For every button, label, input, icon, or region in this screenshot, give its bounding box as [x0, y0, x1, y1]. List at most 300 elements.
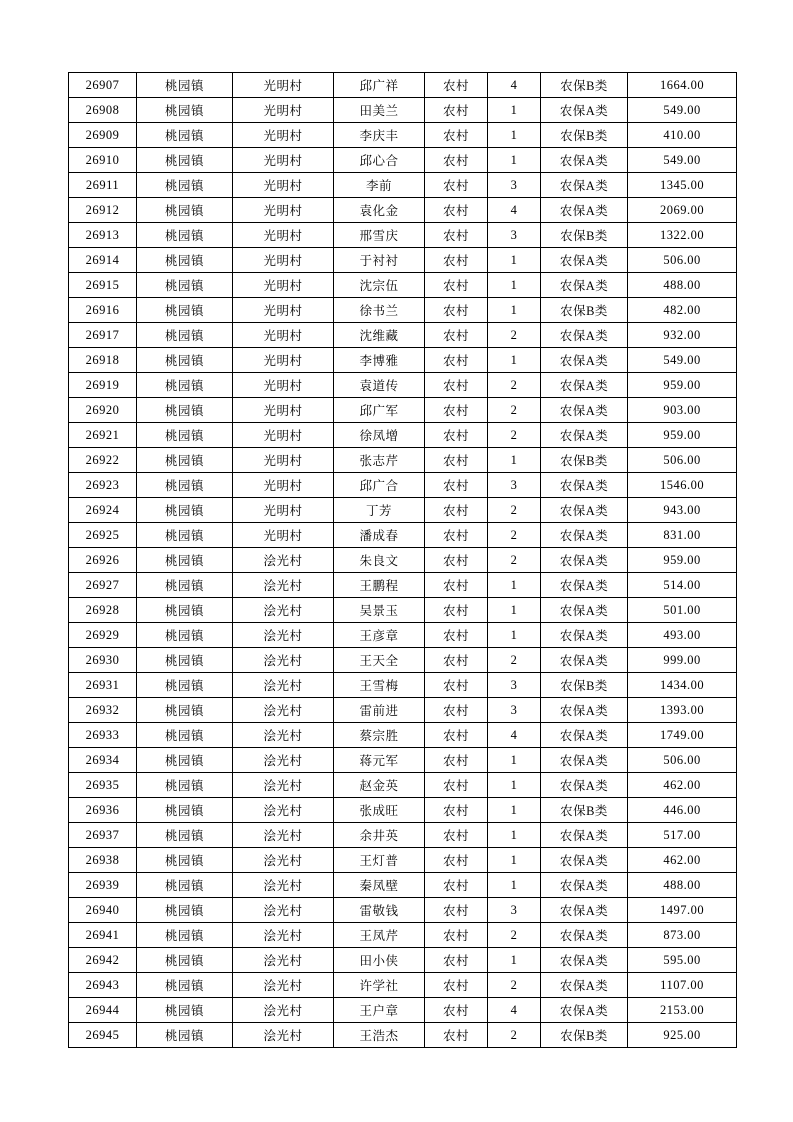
cell-name: 沈维藏: [334, 323, 425, 348]
cell-town: 桃园镇: [137, 273, 233, 298]
cell-amount: 959.00: [628, 423, 737, 448]
cell-name: 王浩杰: [334, 1023, 425, 1048]
cell-count: 2: [488, 648, 541, 673]
cell-type: 农村: [425, 773, 488, 798]
cell-count: 2: [488, 523, 541, 548]
cell-type: 农村: [425, 273, 488, 298]
cell-type: 农村: [425, 723, 488, 748]
cell-name: 邢雪庆: [334, 223, 425, 248]
cell-count: 1: [488, 348, 541, 373]
cell-amount: 549.00: [628, 348, 737, 373]
cell-name: 徐书兰: [334, 298, 425, 323]
cell-amount: 549.00: [628, 148, 737, 173]
table-row: [69, 973, 737, 998]
cell-village: 光明村: [233, 98, 334, 123]
cell-type: 农村: [425, 923, 488, 948]
cell-count: 1: [488, 798, 541, 823]
cell-insurance: 农保A类: [541, 398, 628, 423]
cell-insurance: 农保B类: [541, 123, 628, 148]
cell-village: 浍光村: [233, 948, 334, 973]
table-row: [69, 673, 737, 698]
cell-name: 邱广合: [334, 473, 425, 498]
cell-insurance: 农保A类: [541, 248, 628, 273]
cell-insurance: 农保B类: [541, 298, 628, 323]
cell-name: 王户章: [334, 998, 425, 1023]
cell-name: 袁化金: [334, 198, 425, 223]
table-body: [69, 73, 737, 1048]
cell-count: 2: [488, 973, 541, 998]
cell-amount: 506.00: [628, 748, 737, 773]
cell-village: 光明村: [233, 448, 334, 473]
cell-town: 桃园镇: [137, 898, 233, 923]
cell-name: 邱广祥: [334, 73, 425, 98]
cell-village: 光明村: [233, 148, 334, 173]
cell-type: 农村: [425, 348, 488, 373]
table-row: [69, 273, 737, 298]
table-row: [69, 98, 737, 123]
cell-town: 桃园镇: [137, 648, 233, 673]
table-row: [69, 198, 737, 223]
cell-insurance: 农保A类: [541, 573, 628, 598]
cell-type: 农村: [425, 173, 488, 198]
cell-count: 1: [488, 873, 541, 898]
cell-type: 农村: [425, 598, 488, 623]
cell-amount: 1434.00: [628, 673, 737, 698]
cell-count: 1: [488, 948, 541, 973]
cell-name: 余井英: [334, 823, 425, 848]
cell-town: 桃园镇: [137, 298, 233, 323]
cell-count: 3: [488, 223, 541, 248]
cell-village: 光明村: [233, 398, 334, 423]
cell-village: 光明村: [233, 273, 334, 298]
cell-id: 26933: [69, 723, 137, 748]
cell-town: 桃园镇: [137, 973, 233, 998]
table-row: [69, 123, 737, 148]
cell-amount: 1107.00: [628, 973, 737, 998]
cell-amount: 1664.00: [628, 73, 737, 98]
cell-amount: 517.00: [628, 823, 737, 848]
cell-name: 王灯普: [334, 848, 425, 873]
cell-town: 桃园镇: [137, 323, 233, 348]
cell-type: 农村: [425, 873, 488, 898]
cell-count: 3: [488, 173, 541, 198]
table-row: [69, 948, 737, 973]
cell-insurance: 农保A类: [541, 948, 628, 973]
cell-amount: 999.00: [628, 648, 737, 673]
cell-count: 3: [488, 698, 541, 723]
cell-town: 桃园镇: [137, 798, 233, 823]
cell-town: 桃园镇: [137, 548, 233, 573]
cell-id: 26942: [69, 948, 137, 973]
cell-town: 桃园镇: [137, 473, 233, 498]
cell-count: 4: [488, 73, 541, 98]
cell-id: 26920: [69, 398, 137, 423]
cell-amount: 925.00: [628, 1023, 737, 1048]
cell-count: 2: [488, 398, 541, 423]
cell-type: 农村: [425, 498, 488, 523]
cell-id: 26916: [69, 298, 137, 323]
cell-insurance: 农保A类: [541, 548, 628, 573]
cell-village: 浍光村: [233, 1023, 334, 1048]
cell-insurance: 农保A类: [541, 523, 628, 548]
cell-amount: 2153.00: [628, 998, 737, 1023]
cell-town: 桃园镇: [137, 223, 233, 248]
cell-name: 王彦章: [334, 623, 425, 648]
cell-name: 田美兰: [334, 98, 425, 123]
cell-type: 农村: [425, 123, 488, 148]
cell-amount: 410.00: [628, 123, 737, 148]
cell-amount: 831.00: [628, 523, 737, 548]
cell-count: 1: [488, 298, 541, 323]
cell-name: 雷前进: [334, 698, 425, 723]
table-row: [69, 698, 737, 723]
cell-amount: 488.00: [628, 873, 737, 898]
cell-id: 26944: [69, 998, 137, 1023]
cell-count: 1: [488, 123, 541, 148]
cell-village: 浍光村: [233, 548, 334, 573]
table-row: [69, 223, 737, 248]
table-row: [69, 898, 737, 923]
cell-amount: 514.00: [628, 573, 737, 598]
table-row: [69, 798, 737, 823]
cell-village: 浍光村: [233, 748, 334, 773]
cell-village: 光明村: [233, 223, 334, 248]
table-row: [69, 173, 737, 198]
cell-village: 浍光村: [233, 573, 334, 598]
table-row: [69, 573, 737, 598]
cell-village: 浍光村: [233, 973, 334, 998]
cell-count: 3: [488, 473, 541, 498]
table-row: [69, 323, 737, 348]
cell-town: 桃园镇: [137, 998, 233, 1023]
cell-name: 许学社: [334, 973, 425, 998]
table-row: [69, 248, 737, 273]
cell-name: 丁芳: [334, 498, 425, 523]
cell-name: 沈宗伍: [334, 273, 425, 298]
cell-type: 农村: [425, 998, 488, 1023]
cell-name: 李庆丰: [334, 123, 425, 148]
cell-count: 2: [488, 923, 541, 948]
cell-id: 26941: [69, 923, 137, 948]
cell-id: 26915: [69, 273, 137, 298]
table-row: [69, 148, 737, 173]
cell-town: 桃园镇: [137, 398, 233, 423]
cell-name: 赵金英: [334, 773, 425, 798]
cell-id: 26927: [69, 573, 137, 598]
cell-amount: 462.00: [628, 848, 737, 873]
cell-count: 2: [488, 1023, 541, 1048]
cell-id: 26939: [69, 873, 137, 898]
cell-count: 1: [488, 98, 541, 123]
cell-name: 潘成春: [334, 523, 425, 548]
cell-count: 1: [488, 273, 541, 298]
cell-town: 桃园镇: [137, 173, 233, 198]
cell-count: 2: [488, 548, 541, 573]
cell-amount: 482.00: [628, 298, 737, 323]
cell-type: 农村: [425, 973, 488, 998]
table-row: [69, 498, 737, 523]
cell-town: 桃园镇: [137, 498, 233, 523]
cell-type: 农村: [425, 298, 488, 323]
cell-id: 26923: [69, 473, 137, 498]
cell-insurance: 农保A类: [541, 598, 628, 623]
table-row: [69, 873, 737, 898]
cell-town: 桃园镇: [137, 448, 233, 473]
cell-insurance: 农保A类: [541, 723, 628, 748]
cell-type: 农村: [425, 398, 488, 423]
cell-count: 1: [488, 773, 541, 798]
cell-type: 农村: [425, 1023, 488, 1048]
cell-town: 桃园镇: [137, 198, 233, 223]
cell-village: 浍光村: [233, 873, 334, 898]
cell-insurance: 农保B类: [541, 223, 628, 248]
cell-type: 农村: [425, 798, 488, 823]
cell-town: 桃园镇: [137, 698, 233, 723]
cell-insurance: 农保B类: [541, 1023, 628, 1048]
cell-name: 李前: [334, 173, 425, 198]
cell-type: 农村: [425, 223, 488, 248]
cell-town: 桃园镇: [137, 123, 233, 148]
cell-id: 26918: [69, 348, 137, 373]
cell-village: 浍光村: [233, 698, 334, 723]
cell-insurance: 农保A类: [541, 923, 628, 948]
cell-type: 农村: [425, 898, 488, 923]
cell-type: 农村: [425, 448, 488, 473]
cell-village: 浍光村: [233, 773, 334, 798]
cell-name: 王鹏程: [334, 573, 425, 598]
cell-id: 26908: [69, 98, 137, 123]
cell-village: 光明村: [233, 173, 334, 198]
cell-count: 4: [488, 998, 541, 1023]
cell-town: 桃园镇: [137, 948, 233, 973]
table-row: [69, 848, 737, 873]
cell-name: 王雪梅: [334, 673, 425, 698]
cell-name: 朱良文: [334, 548, 425, 573]
cell-name: 徐凤增: [334, 423, 425, 448]
table-row: [69, 73, 737, 98]
cell-insurance: 农保A类: [541, 698, 628, 723]
cell-id: 26945: [69, 1023, 137, 1048]
cell-amount: 2069.00: [628, 198, 737, 223]
cell-count: 2: [488, 323, 541, 348]
table-row: [69, 473, 737, 498]
cell-insurance: 农保A类: [541, 148, 628, 173]
cell-town: 桃园镇: [137, 73, 233, 98]
cell-amount: 932.00: [628, 323, 737, 348]
cell-count: 3: [488, 673, 541, 698]
cell-town: 桃园镇: [137, 923, 233, 948]
cell-id: 26931: [69, 673, 137, 698]
cell-amount: 506.00: [628, 448, 737, 473]
cell-id: 26921: [69, 423, 137, 448]
cell-count: 2: [488, 373, 541, 398]
cell-insurance: 农保A类: [541, 623, 628, 648]
cell-insurance: 农保A类: [541, 873, 628, 898]
table-row: [69, 598, 737, 623]
cell-insurance: 农保A类: [541, 98, 628, 123]
cell-town: 桃园镇: [137, 523, 233, 548]
cell-village: 浍光村: [233, 648, 334, 673]
cell-village: 浍光村: [233, 923, 334, 948]
cell-name: 张成旺: [334, 798, 425, 823]
cell-village: 浍光村: [233, 998, 334, 1023]
cell-amount: 1322.00: [628, 223, 737, 248]
cell-town: 桃园镇: [137, 98, 233, 123]
cell-insurance: 农保A类: [541, 498, 628, 523]
cell-village: 光明村: [233, 423, 334, 448]
cell-village: 浍光村: [233, 898, 334, 923]
table-row: [69, 1023, 737, 1048]
cell-amount: 493.00: [628, 623, 737, 648]
cell-count: 1: [488, 448, 541, 473]
cell-insurance: 农保B类: [541, 448, 628, 473]
table-row: [69, 923, 737, 948]
cell-amount: 959.00: [628, 373, 737, 398]
cell-type: 农村: [425, 373, 488, 398]
cell-amount: 1546.00: [628, 473, 737, 498]
cell-amount: 1393.00: [628, 698, 737, 723]
table-row: [69, 748, 737, 773]
cell-insurance: 农保A类: [541, 848, 628, 873]
cell-insurance: 农保A类: [541, 748, 628, 773]
cell-count: 3: [488, 898, 541, 923]
cell-id: 26932: [69, 698, 137, 723]
cell-id: 26926: [69, 548, 137, 573]
cell-amount: 1497.00: [628, 898, 737, 923]
cell-type: 农村: [425, 748, 488, 773]
table-row: [69, 298, 737, 323]
cell-village: 浍光村: [233, 798, 334, 823]
cell-type: 农村: [425, 648, 488, 673]
cell-name: 于衬衬: [334, 248, 425, 273]
cell-id: 26912: [69, 198, 137, 223]
cell-village: 光明村: [233, 323, 334, 348]
table-row: [69, 398, 737, 423]
cell-name: 蒋元军: [334, 748, 425, 773]
cell-type: 农村: [425, 523, 488, 548]
cell-type: 农村: [425, 948, 488, 973]
cell-town: 桃园镇: [137, 723, 233, 748]
cell-name: 袁道传: [334, 373, 425, 398]
cell-village: 浍光村: [233, 848, 334, 873]
cell-name: 雷敬钱: [334, 898, 425, 923]
cell-village: 光明村: [233, 298, 334, 323]
cell-type: 农村: [425, 548, 488, 573]
cell-amount: 501.00: [628, 598, 737, 623]
cell-name: 邱心合: [334, 148, 425, 173]
benefits-table: [68, 72, 737, 1048]
cell-town: 桃园镇: [137, 373, 233, 398]
cell-count: 1: [488, 823, 541, 848]
cell-insurance: 农保A类: [541, 348, 628, 373]
cell-amount: 446.00: [628, 798, 737, 823]
cell-amount: 873.00: [628, 923, 737, 948]
cell-id: 26934: [69, 748, 137, 773]
cell-name: 秦凤壁: [334, 873, 425, 898]
cell-id: 26940: [69, 898, 137, 923]
cell-insurance: 农保A类: [541, 823, 628, 848]
cell-insurance: 农保A类: [541, 198, 628, 223]
cell-count: 1: [488, 748, 541, 773]
cell-type: 农村: [425, 823, 488, 848]
cell-type: 农村: [425, 623, 488, 648]
cell-name: 王天全: [334, 648, 425, 673]
cell-name: 张志芹: [334, 448, 425, 473]
cell-count: 1: [488, 248, 541, 273]
cell-count: 2: [488, 498, 541, 523]
table-row: [69, 348, 737, 373]
cell-type: 农村: [425, 698, 488, 723]
cell-insurance: 农保A类: [541, 648, 628, 673]
cell-count: 1: [488, 623, 541, 648]
cell-count: 4: [488, 723, 541, 748]
cell-id: 26919: [69, 373, 137, 398]
cell-name: 邱广军: [334, 398, 425, 423]
cell-town: 桃园镇: [137, 773, 233, 798]
cell-count: 1: [488, 573, 541, 598]
table-row: [69, 373, 737, 398]
cell-village: 光明村: [233, 498, 334, 523]
cell-insurance: 农保A类: [541, 273, 628, 298]
cell-insurance: 农保A类: [541, 373, 628, 398]
cell-amount: 959.00: [628, 548, 737, 573]
cell-type: 农村: [425, 573, 488, 598]
cell-village: 光明村: [233, 123, 334, 148]
cell-id: 26913: [69, 223, 137, 248]
cell-town: 桃园镇: [137, 1023, 233, 1048]
cell-insurance: 农保B类: [541, 673, 628, 698]
cell-town: 桃园镇: [137, 598, 233, 623]
cell-insurance: 农保A类: [541, 473, 628, 498]
cell-amount: 462.00: [628, 773, 737, 798]
cell-insurance: 农保B类: [541, 73, 628, 98]
cell-id: 26917: [69, 323, 137, 348]
cell-village: 浍光村: [233, 623, 334, 648]
cell-name: 王凤芹: [334, 923, 425, 948]
cell-insurance: 农保A类: [541, 173, 628, 198]
cell-insurance: 农保A类: [541, 898, 628, 923]
cell-town: 桃园镇: [137, 248, 233, 273]
cell-town: 桃园镇: [137, 348, 233, 373]
cell-town: 桃园镇: [137, 673, 233, 698]
cell-id: 26937: [69, 823, 137, 848]
cell-count: 1: [488, 148, 541, 173]
cell-amount: 943.00: [628, 498, 737, 523]
cell-insurance: 农保A类: [541, 998, 628, 1023]
cell-type: 农村: [425, 248, 488, 273]
cell-town: 桃园镇: [137, 823, 233, 848]
table-row: [69, 823, 737, 848]
cell-type: 农村: [425, 323, 488, 348]
table-row: [69, 448, 737, 473]
cell-type: 农村: [425, 73, 488, 98]
cell-id: 26930: [69, 648, 137, 673]
cell-type: 农村: [425, 673, 488, 698]
cell-village: 光明村: [233, 373, 334, 398]
table-row: [69, 523, 737, 548]
cell-type: 农村: [425, 148, 488, 173]
cell-count: 1: [488, 848, 541, 873]
cell-village: 浍光村: [233, 598, 334, 623]
cell-type: 农村: [425, 473, 488, 498]
cell-id: 26911: [69, 173, 137, 198]
table-row: [69, 548, 737, 573]
cell-amount: 549.00: [628, 98, 737, 123]
cell-id: 26924: [69, 498, 137, 523]
cell-name: 李博雅: [334, 348, 425, 373]
cell-village: 浍光村: [233, 723, 334, 748]
cell-name: 蔡宗胜: [334, 723, 425, 748]
